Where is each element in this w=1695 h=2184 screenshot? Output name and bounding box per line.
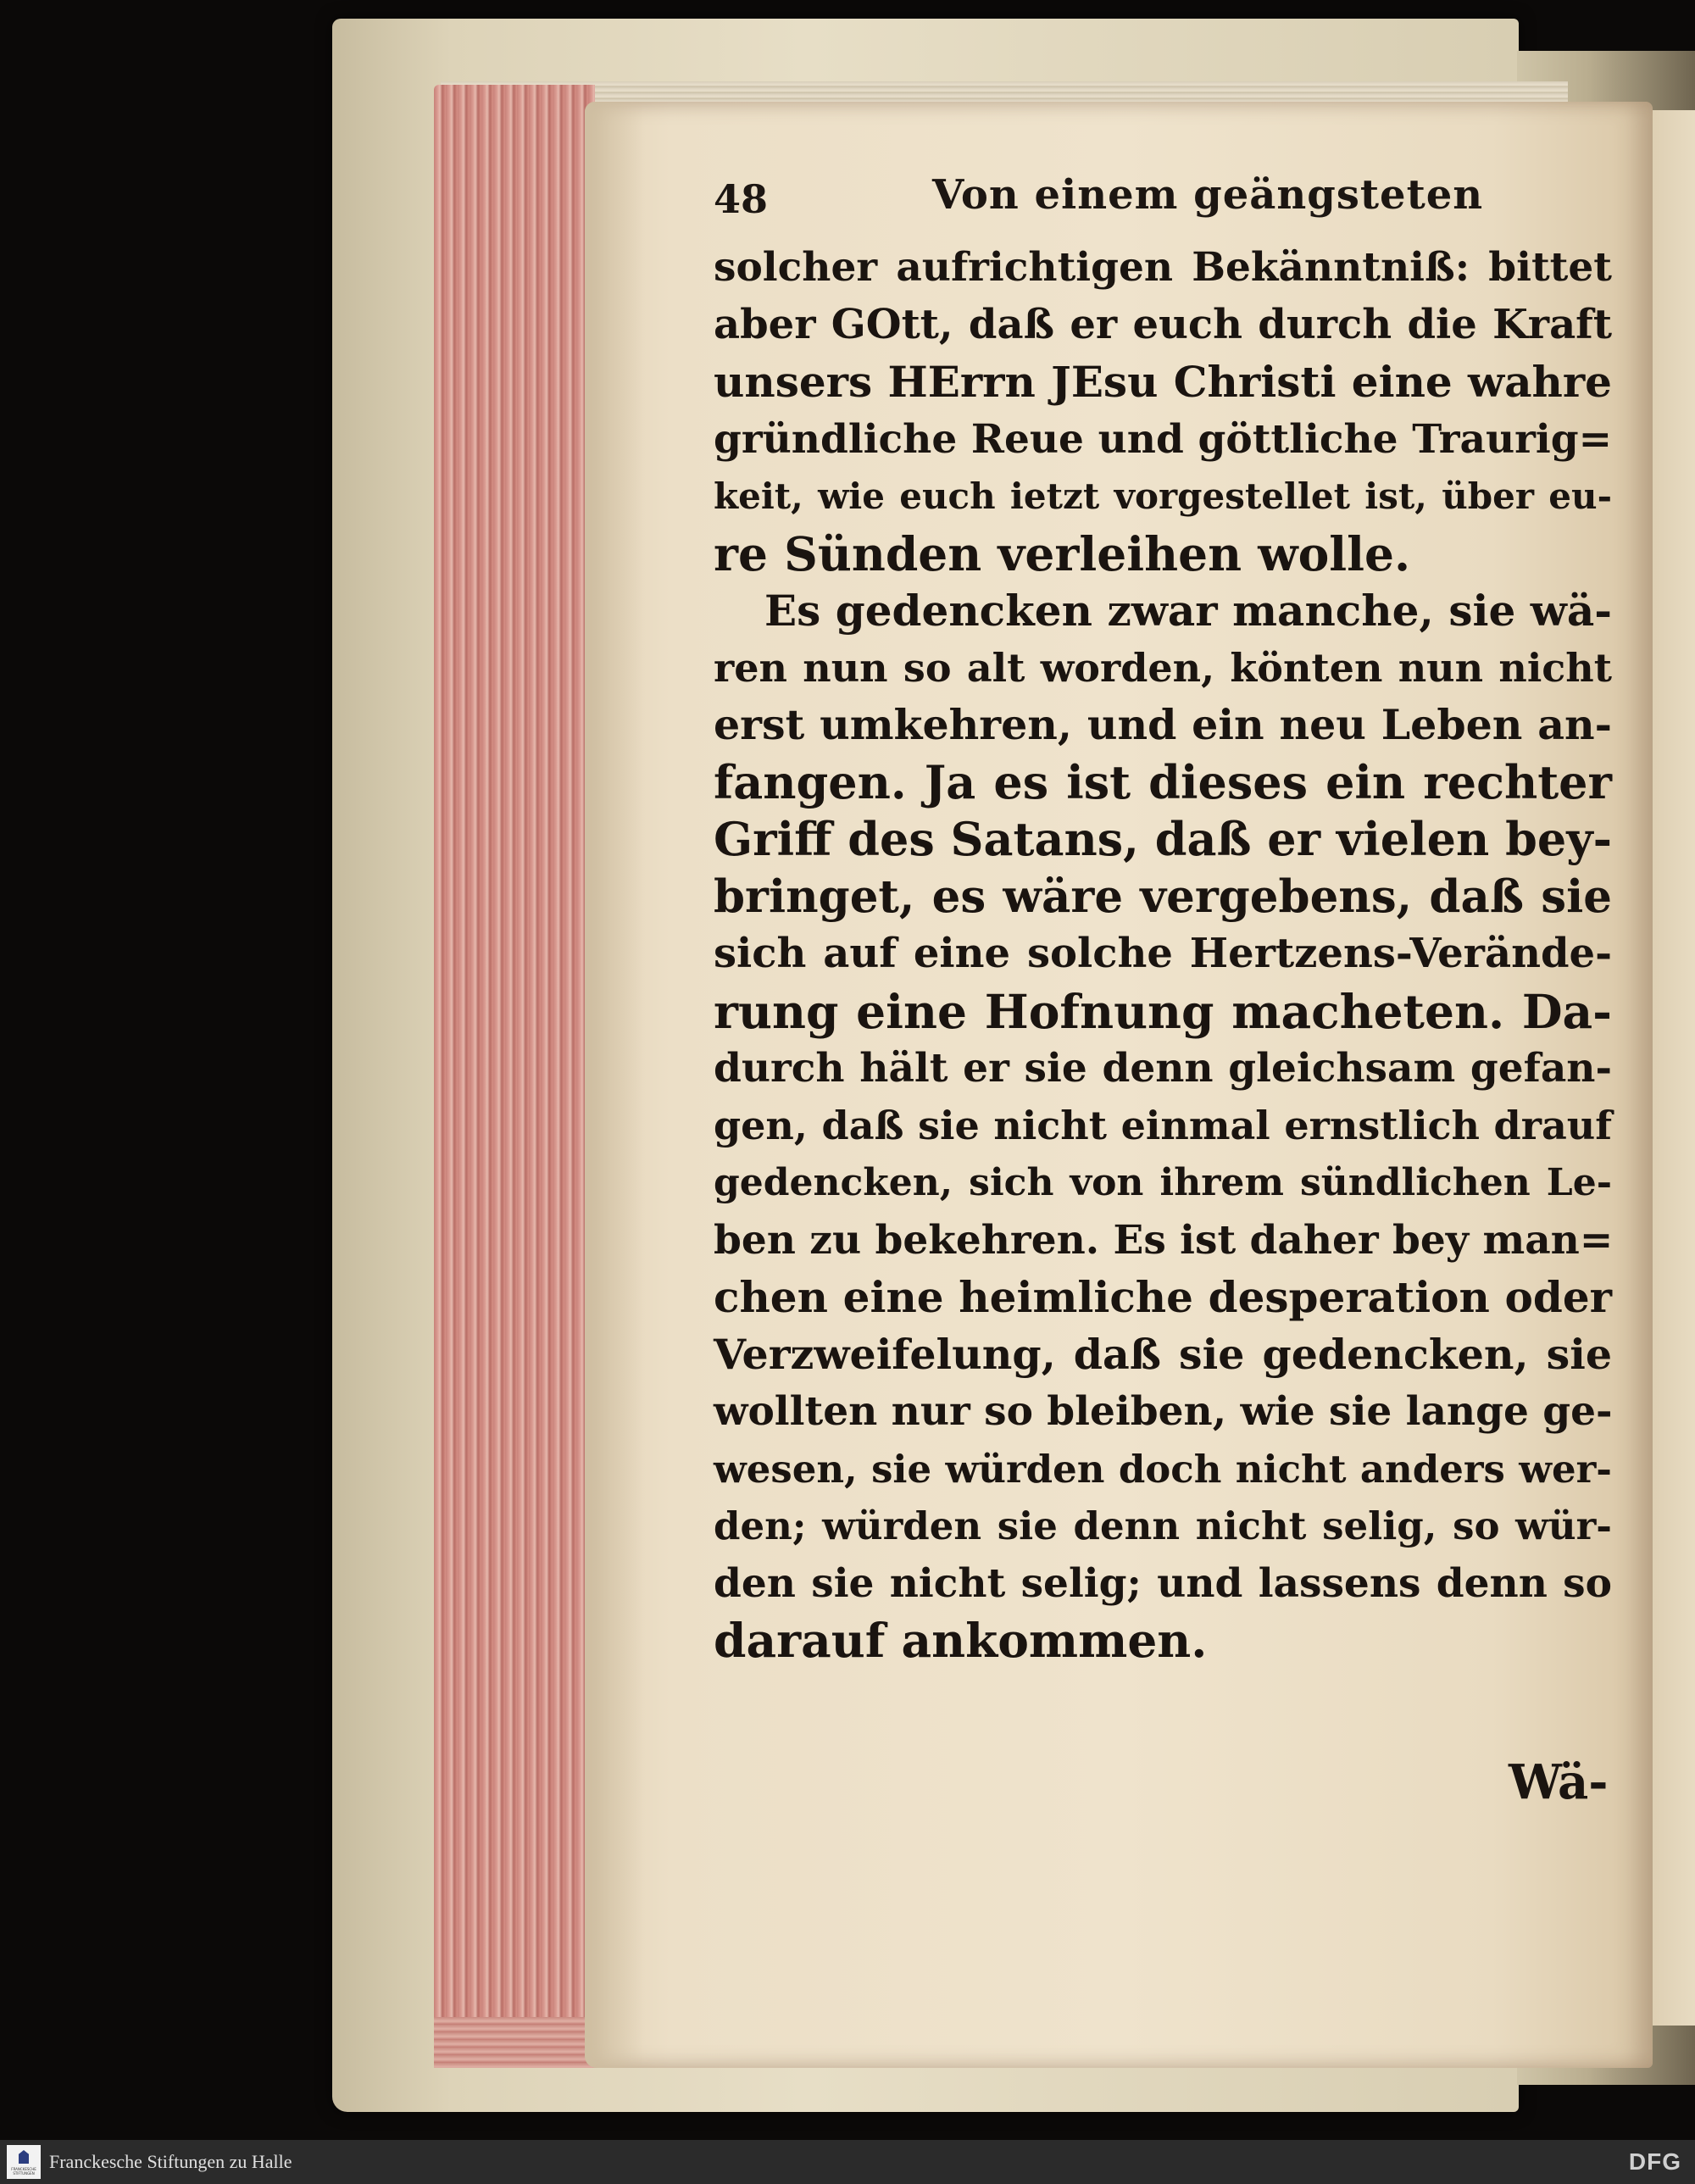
text-line: ren nun so alt worden, könten nun nicht xyxy=(714,644,1612,691)
text-line: keit, wie euch ietzt vorgestellet ist, über eu- xyxy=(714,475,1612,517)
text-line: Verzweifelung, daß sie gedencken, sie xyxy=(714,1329,1612,1379)
text-line: gründliche Reue und göttliche Traurig= xyxy=(714,415,1612,463)
text-line: wesen, sie würden doch nicht anders wer- xyxy=(714,1446,1612,1492)
text-line: Griff des Satans, daß er vielen bey- xyxy=(714,812,1612,866)
footer-banner xyxy=(0,2140,1695,2184)
body-text xyxy=(714,239,1612,1670)
text-line: Es gedencken zwar manche, sie wä- xyxy=(764,586,1612,636)
text-line: bringet, es wäre vergebens, daß sie xyxy=(714,870,1612,923)
text-line: darauf ankommen. xyxy=(714,1613,1208,1668)
text-line: re Sünden verleihen wolle. xyxy=(714,525,1411,581)
building-icon xyxy=(19,2150,29,2164)
red-page-edges xyxy=(434,85,595,2068)
text-line: ben zu bekehren. Es ist daher bey man= xyxy=(714,1216,1614,1264)
text-line: fangen. Ja es ist dieses ein rechter xyxy=(714,754,1612,809)
catchword: Wä- xyxy=(1509,1754,1609,1810)
text-line: chen eine heimliche desperation oder xyxy=(714,1272,1612,1322)
text-line: wollten nur so bleiben, wie sie lange ge- xyxy=(714,1388,1613,1435)
running-head: Von einem geängsteten xyxy=(932,171,1484,219)
text-line: durch hält er sie denn gleichsam gefan- xyxy=(714,1045,1612,1092)
logo-text: FRANCKESCHE STIFTUNGEN xyxy=(11,2167,36,2176)
institution-name: Franckesche Stiftungen zu Halle xyxy=(49,2151,292,2172)
text-line: erst umkehren, und ein neu Leben an- xyxy=(714,700,1612,749)
text-line: aber GOtt, daß er euch durch die Kraft xyxy=(714,300,1612,348)
text-line: solcher aufrichtigen Bekänntniß: bittet xyxy=(714,244,1612,291)
institution-logo xyxy=(7,2145,41,2179)
text-line: gedencken, sich von ihrem sündlichen Le- xyxy=(714,1161,1612,1204)
page-number: 48 xyxy=(714,176,769,222)
text-line: den sie nicht selig; und lassens denn so xyxy=(714,1559,1612,1607)
text-line: unsers HErrn JEsu Christi eine wahre xyxy=(714,357,1612,407)
dfg-logo: DFG xyxy=(1628,2148,1681,2175)
text-line: sich auf eine solche Hertzens-Verände- xyxy=(714,930,1612,977)
page-gutter-shadow xyxy=(585,102,644,2068)
text-line: rung eine Hofnung macheten. Da- xyxy=(714,983,1612,1039)
text-line: den; würden sie denn nicht selig, so wür- xyxy=(714,1503,1612,1548)
text-line: gen, daß sie nicht einmal ernstlich drauf xyxy=(714,1102,1612,1148)
